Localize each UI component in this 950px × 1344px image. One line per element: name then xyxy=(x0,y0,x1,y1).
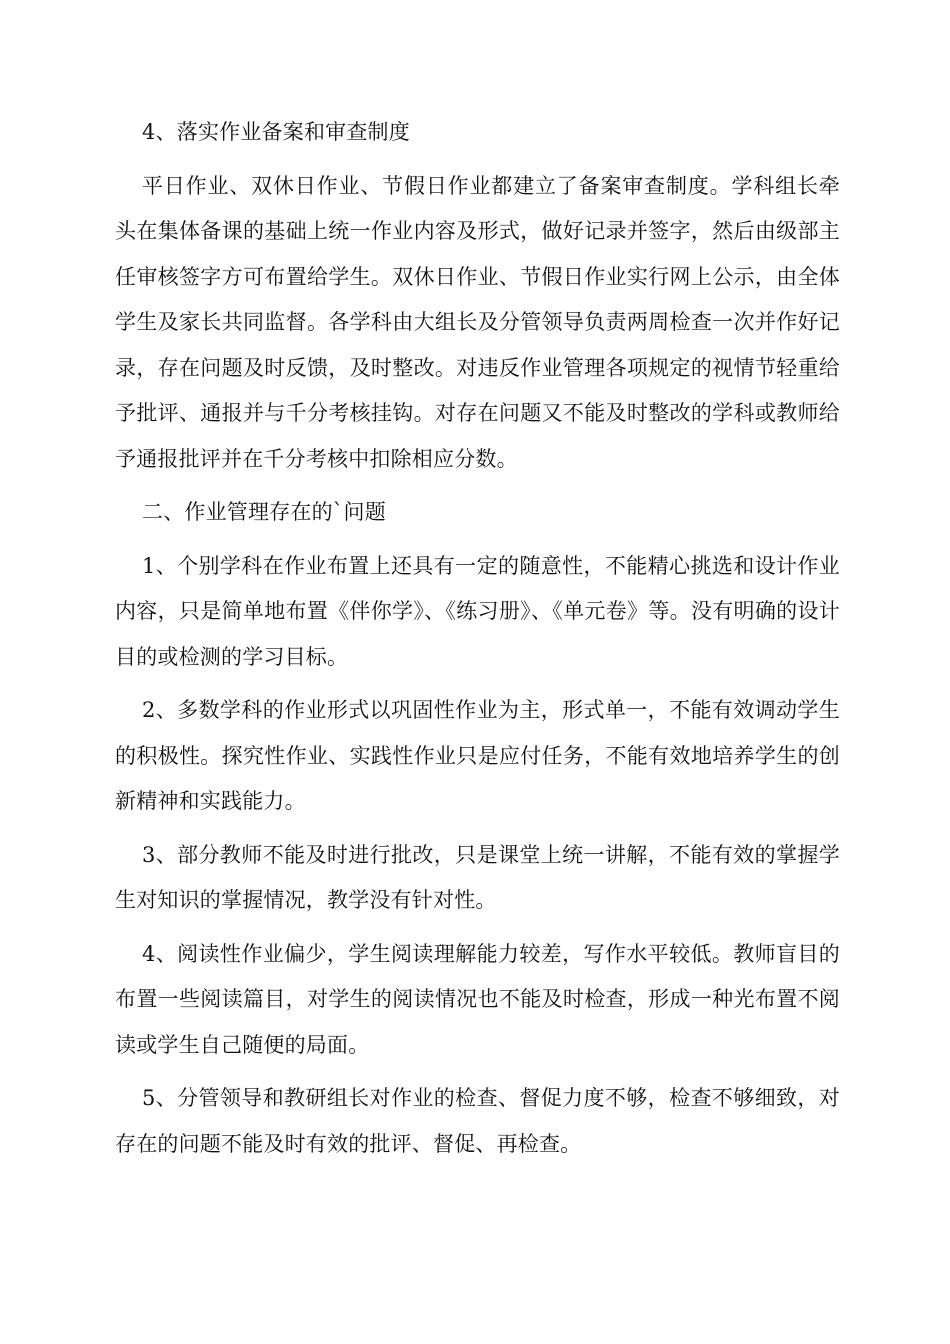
paragraph-problem-5: 5、分管领导和教研组长对作业的检查、督促力度不够，检查不够细致，对存在的问题不能及时有效的批评、督促、再检查。 xyxy=(115,1086,840,1156)
paragraph-problem-2: 2、多数学科的作业形式以巩固性作业为主，形式单一，不能有效调动学生的积极性。探究性作业、实践性作业只是应付任务，不能有效地培养学生的创新精神和实践能力。 xyxy=(115,698,840,813)
paragraph-filing-system: 平日作业、双休日作业、节假日作业都建立了备案审查制度。学科组长牵头在集体备课的基础上统一作业内容及形式，做好记录并签字，然后由级部主任审核签字方可布置给学生。双休日作业、节假日作业实行网上公示，由全体学生及家长共同监督。各学科由大组长及分管领导负责两周检查一次并作好记录，存在问题及时反馈，及时整改。对违反作业管理各项规定的视情节轻重给予批评、通报并与千分考核挂钩。对存在问题又不能及时整改的学科或教师给予通报批评并在千分考核中扣除相应分数。 xyxy=(115,173,840,471)
paragraph-problem-1: 1、个别学科在作业布置上还具有一定的随意性，不能精心挑选和设计作业内容，只是简单地布置《伴你学》、《练习册》、《单元卷》等。没有明确的设计目的或检测的学习目标。 xyxy=(115,553,840,669)
document-body xyxy=(115,110,840,1175)
paragraph-problem-3: 3、部分教师不能及时进行批改，只是课堂上统一讲解，不能有效的掌握学生对知识的掌握情况，教学没有针对性。 xyxy=(115,842,840,912)
paragraph-problem-4: 4、阅读性作业偏少，学生阅读理解能力较差，写作水平较低。教师盲目的布置一些阅读篇目，对学生的阅读情况也不能及时检查，形成一种光布置不阅读或学生自己随便的局面。 xyxy=(115,941,840,1057)
section-heading-problems: 二、作业管理存在的`问题 xyxy=(142,500,386,524)
section-heading-homework-filing: 4、落实作业备案和审查制度 xyxy=(142,120,410,144)
